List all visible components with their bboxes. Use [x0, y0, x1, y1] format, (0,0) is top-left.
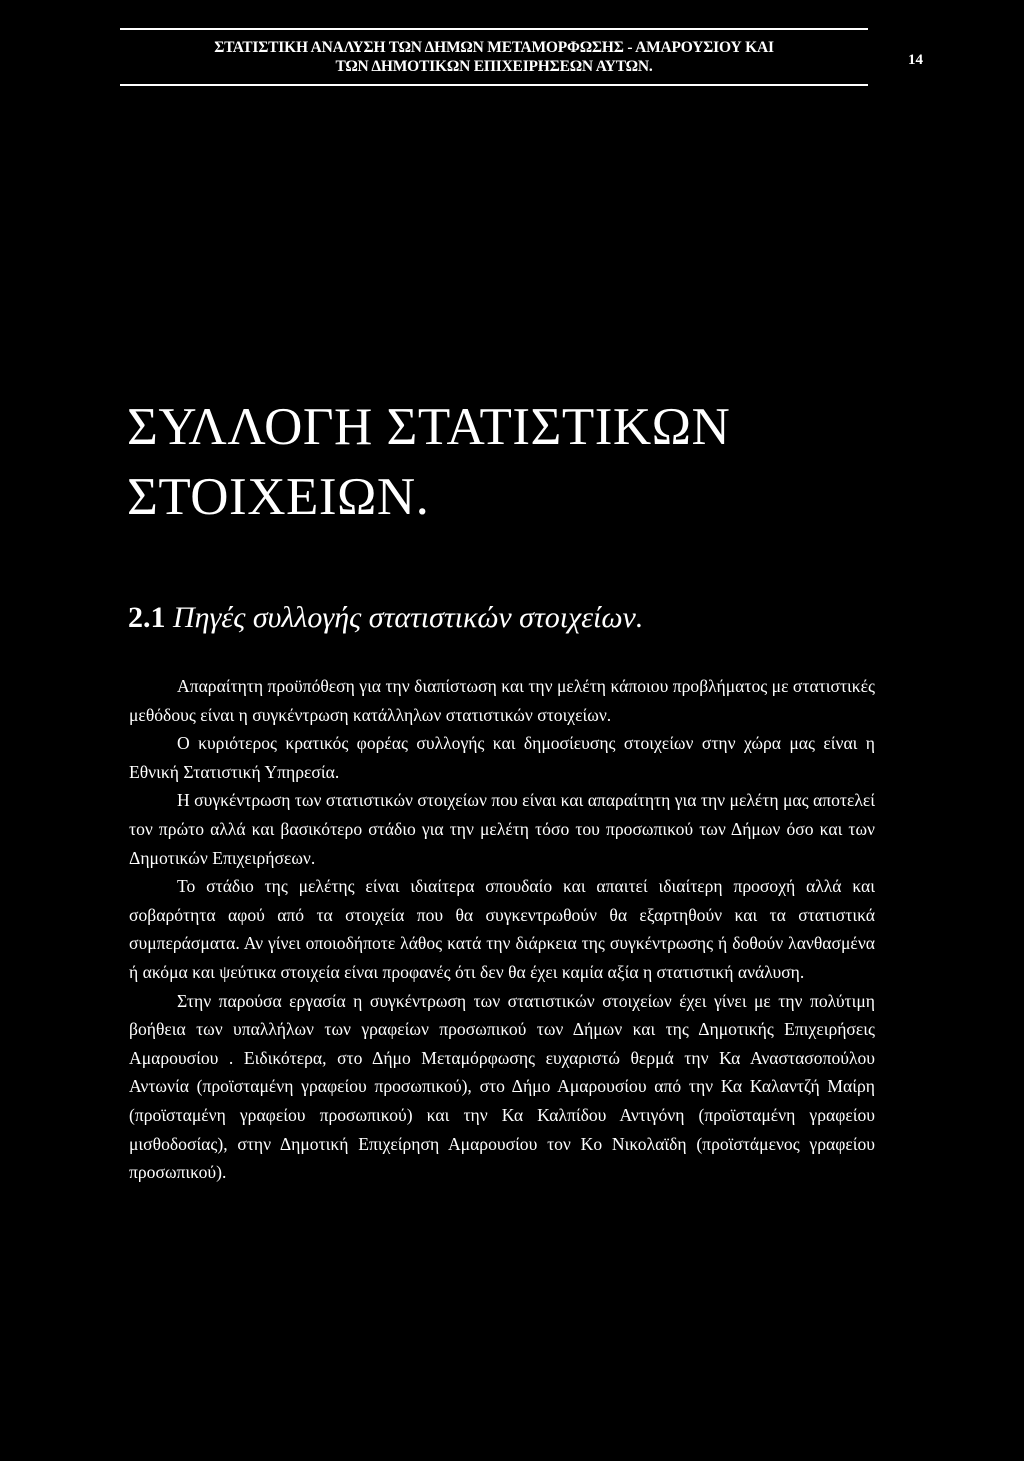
- header-title: [120, 30, 868, 84]
- chapter-title-line-2: ΣΤΟΙΧΕΙΩΝ.: [127, 468, 430, 526]
- paragraph-2: Ο κυριότερος κρατικός φορέας συλλογής και δημοσίευσης στοιχείων στην χώρα μας είναι η Εθνική Στατιστική Υπηρεσία.: [129, 733, 875, 782]
- section-heading: [128, 598, 643, 638]
- paragraph-5: Στην παρούσα εργασία η συγκέντρωση των στατιστικών στοιχείων έχει γίνει με την πολύτιμη βοήθεια των υπαλλήλων των γραφείων προσωπικού των Δήμων και της Δημοτικής Επιχειρήσεις Αμαρουσίου . Ειδικότερα, στο Δήμο Μεταμόρφωσης ευχαριστώ θερμά την Κα Αναστασοπούλου Αντωνία (προϊσταμένη γραφείου προσωπικού), στο Δήμο Αμαρουσίου από την Κα Καλαντζή Μαίρη (προϊσταμένη γραφείου προσωπικού) και την Κα Καλπίδου Αντιγόνη (προϊσταμένη γραφείου μισθοδοσίας), στην Δημοτική Επιχείρηση Αμαρουσίου τον Κο Νικολαϊδη (προϊστάμενος γραφείου προσωπικού).: [129, 990, 875, 1183]
- body-text: [129, 672, 875, 1187]
- chapter-title-line-1: ΣΥΛΛΟΓΗ ΣΤΑΤΙΣΤΙΚΩΝ: [127, 398, 731, 456]
- chapter-title: [127, 392, 730, 532]
- header-line-1: ΣΤΑΤΙΣΤΙΚΗ ΑΝΑΛΥΣΗ ΤΩΝ ΔΗΜΩΝ ΜΕΤΑΜΟΡΦΩΣΗΣ - ΑΜΑΡΟΥΣΙΟΥ ΚΑΙ: [214, 39, 774, 56]
- header-line-2: ΤΩΝ ΔΗΜΟΤΙΚΩΝ ΕΠΙΧΕΙΡΗΣΕΩΝ ΑΥΤΩΝ.: [335, 58, 653, 75]
- paragraph-1: Απαραίτητη προϋπόθεση για την διαπίστωση και την μελέτη κάποιου προβλήματος με στατιστικές μεθόδους είναι η συγκέντρωση κατάλληλων στατιστικών στοιχείων.: [129, 676, 875, 725]
- section-number: 2.1: [128, 601, 166, 634]
- running-header: [120, 28, 868, 86]
- header-bottom-rule: [120, 84, 868, 86]
- section-title-text: Πηγές συλλογής στατιστικών στοιχείων.: [173, 601, 644, 634]
- paragraph-4: Το στάδιο της μελέτης είναι ιδιαίτερα σπουδαίο και απαιτεί ιδιαίτερη προσοχή αλλά και σοβαρότητα αφού από τα στοιχεία που θα συγκεντρωθούν θα εξαρτηθούν και τα στατιστικά συμπεράσματα. Αν γίνει οποιοδήποτε λάθος κατά την διάρκεια της συγκέντρωσης ή δοθούν λανθασμένα ή ακόμα και ψεύτικα στοιχεία είναι προφανές ότι δεν θα έχει καμία αξία η στατιστική ανάλυση.: [129, 876, 875, 982]
- page-number: 14: [908, 52, 923, 68]
- paragraph-3: Η συγκέντρωση των στατιστικών στοιχείων που είναι και απαραίτητη για την μελέτη μας αποτελεί τον πρώτο αλλά και βασικότερο στάδιο για την μελέτη τόσο του προσωπικού των Δήμων όσο και των Δημοτικών Επιχειρήσεων.: [129, 790, 875, 868]
